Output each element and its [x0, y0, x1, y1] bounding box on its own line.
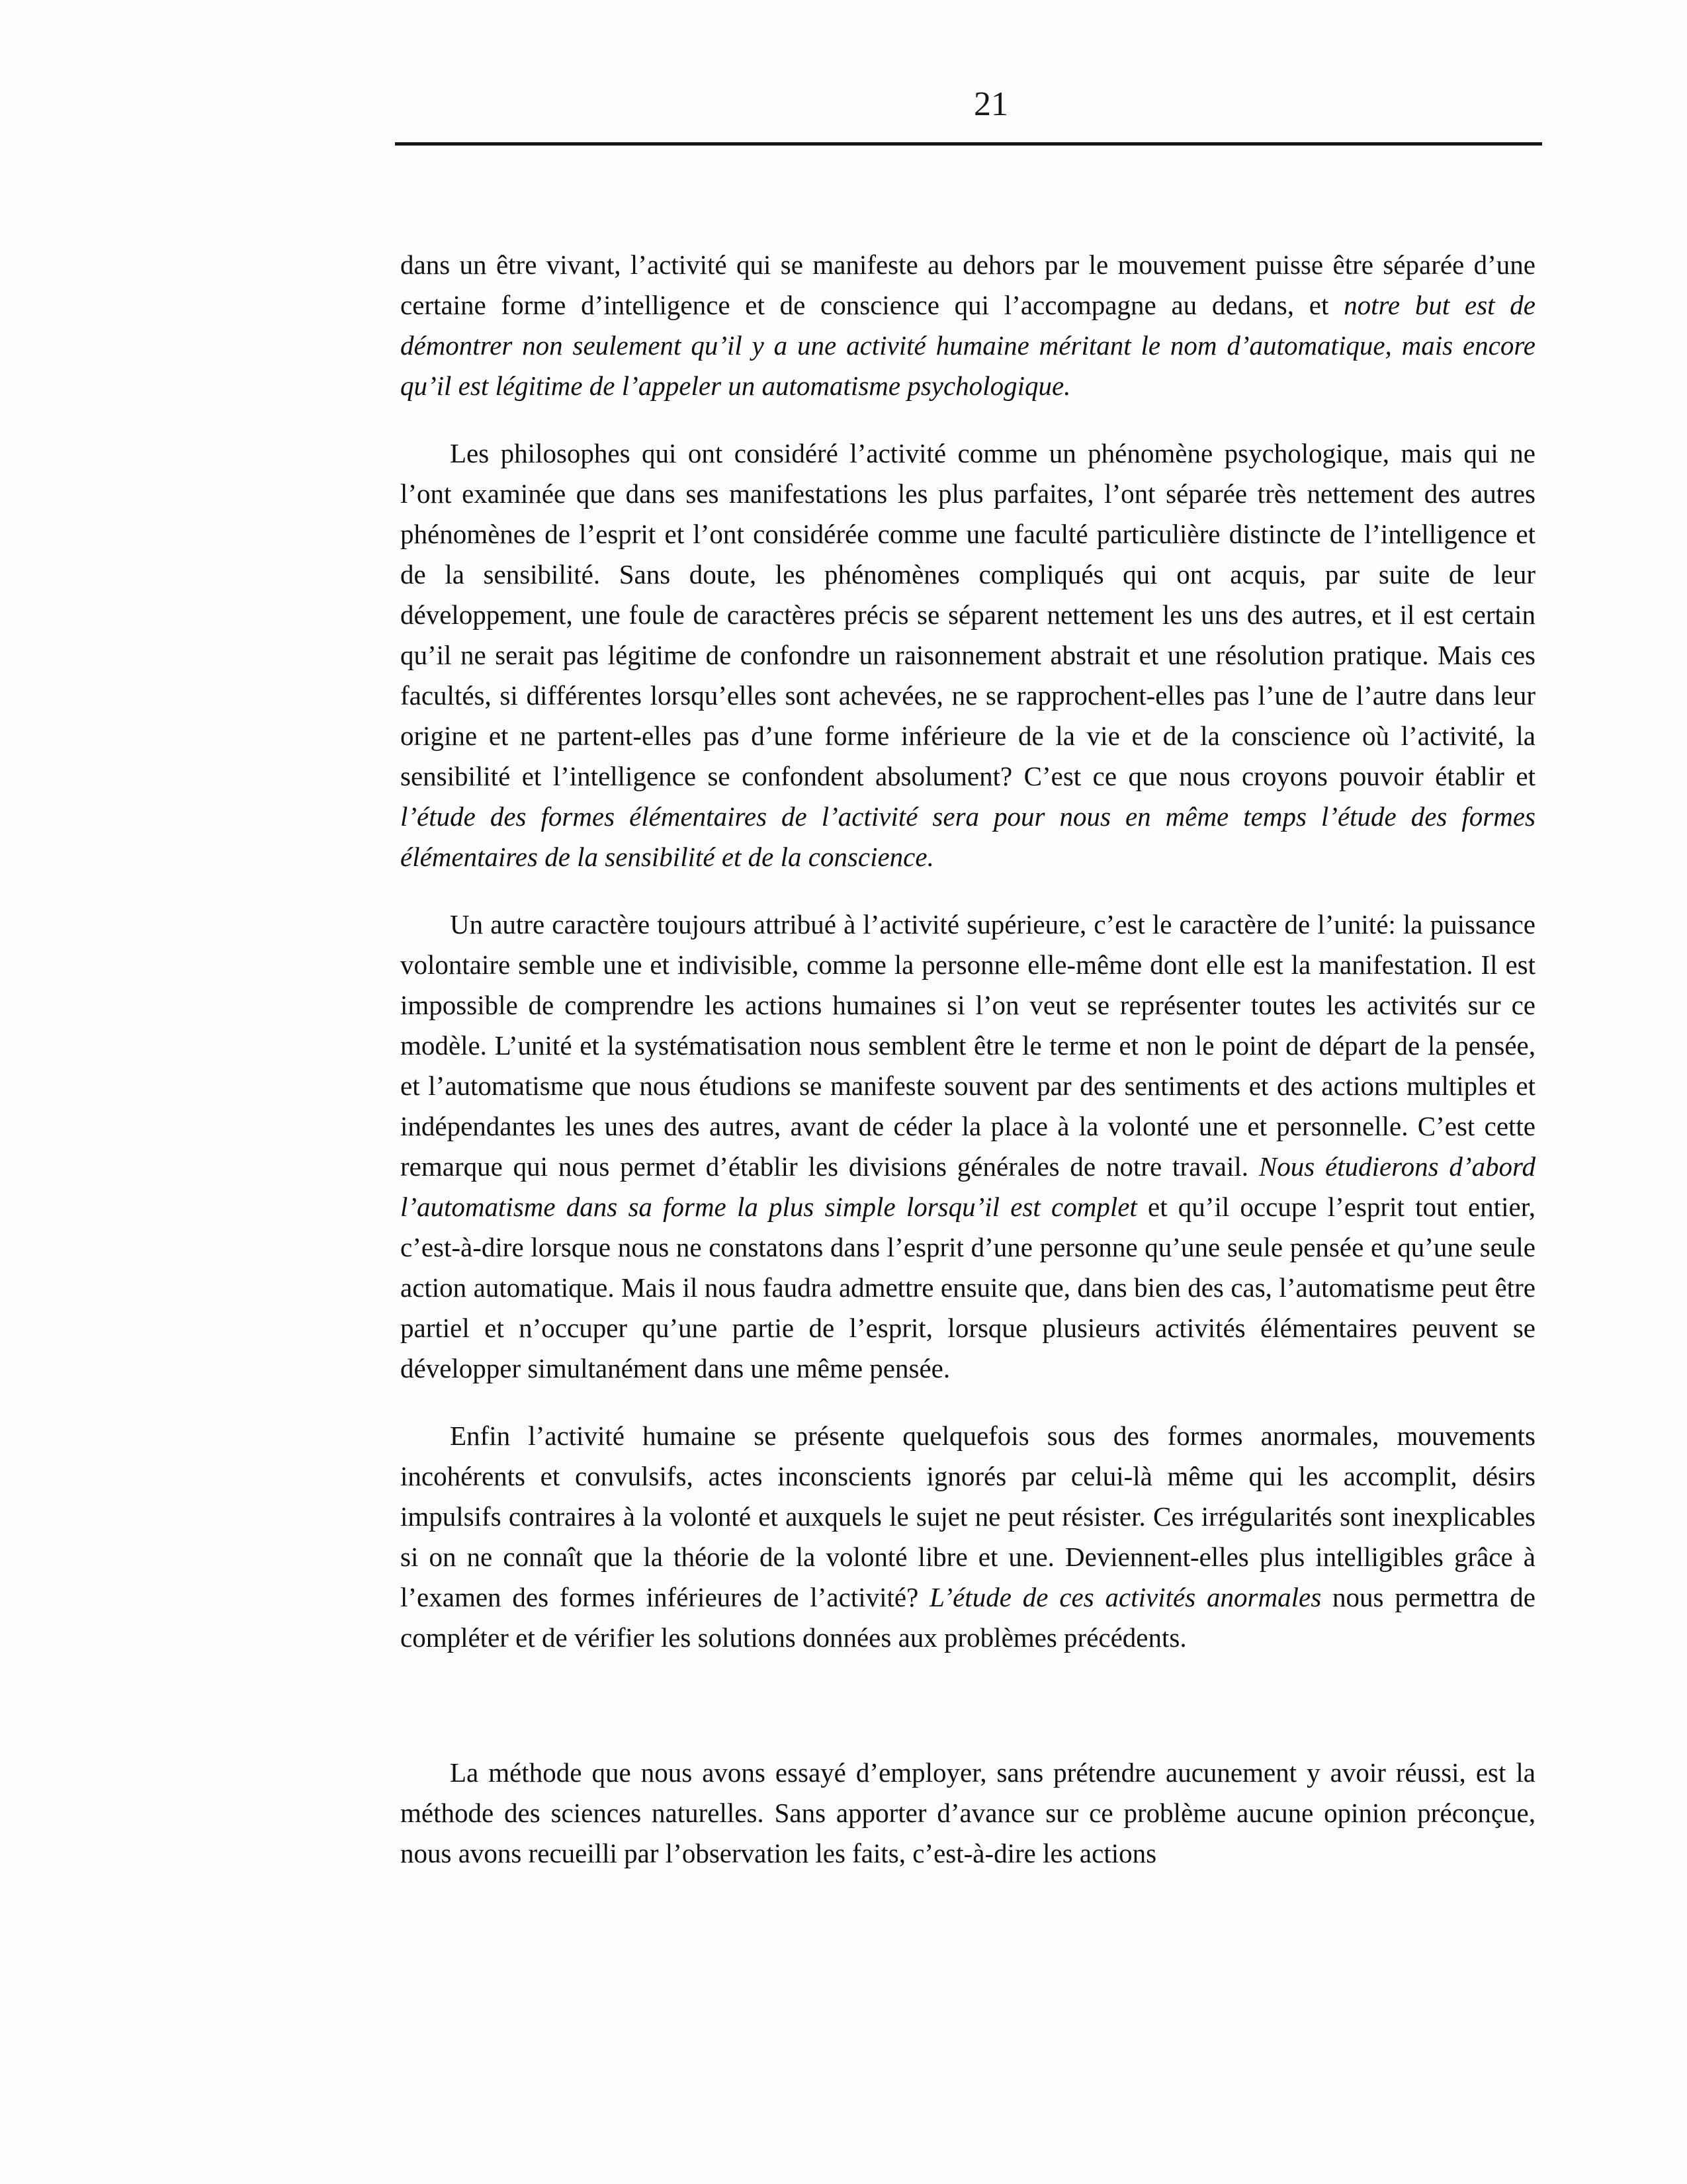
page-number: 21: [974, 85, 1008, 123]
paragraph: [400, 904, 1536, 1389]
text-segment: La méthode que nous avons essayé d’employer, sans prétendre aucunement y avoir réussi, est la méthode des sciences naturelles. Sans apporter d’avance sur ce problème aucune opinion préconçue, nous avons recueilli par l’observation les faits, c’est-à-dire les actions: [400, 1757, 1536, 1868]
text-segment: Les philosophes qui ont considéré l’activité comme un phénomène psychologique, mais qui ne l’ont examinée que dans ses manifestations les plus parfaites, l’ont séparée très nettement des autres phénomènes de l’esprit et l’ont considérée comme une faculté particulière distincte de l’intelligence et de la sensibilité. Sans doute, les phénomènes compliqués qui ont acquis, par suite de leur développement, une foule de caractères précis se séparent nettement les uns des autres, et il est certain qu’il ne serait pas légitime de confondre un raisonnement abstrait et une résolution pratique. Mais ces facultés, si différentes lorsqu’elles sont achevées, ne se rapprochent-elles pas l’une de l’autre dans leur origine et ne partent-elles pas d’une forme inférieure de la vie et de la conscience où l’activité, la sensibilité et l’intelligence se confondent absolument? C’est ce que nous croyons pouvoir établir et: [400, 438, 1536, 791]
paragraph: [400, 1416, 1536, 1658]
paragraph: [400, 1753, 1536, 1874]
italic-text-segment: l’étude des formes élémentaires de l’activité sera pour nous en même temps l’étude des formes élémentaires de la sensibilité et de la conscience.: [400, 801, 1536, 872]
italic-text-segment: notre but est de démontrer non seulement qu’il y a une activité humaine méritant le nom d’automatique, mais encore qu’il est légitime de l’appeler un automatisme psychologique.: [400, 290, 1536, 401]
paragraph: [400, 433, 1536, 877]
text-segment: nous permettra de compléter et de vérifier les solutions données aux problèmes précédents.: [400, 1582, 1536, 1653]
italic-text-segment: L’étude de ces activités anormales: [930, 1582, 1322, 1612]
text-segment: Enfin l’activité humaine se présente quelquefois sous des formes anormales, mouvements incohérents et convulsifs, actes inconscients ignorés par celui-là même qui les accomplit, désirs impulsifs contraires à la volonté et auxquels le sujet ne peut résister. Ces irrégularités sont inexplicables si on ne connaît que la théorie de la volonté libre et une. Deviennent-elles plus intelligibles grâce à l’examen des formes inférieures de l’activité?: [400, 1420, 1536, 1612]
text-segment: dans un être vivant, l’activité qui se manifeste au dehors par le mouvement puisse être séparée d’une certaine forme d’intelligence et de conscience qui l’accompagne au dedans, et: [400, 249, 1536, 320]
text-segment: et qu’il occupe l’esprit tout entier, c’est-à-dire lorsque nous ne constatons dans l’esprit d’une personne qu’une seule pensée et qu’une seule action automatique. Mais il nous faudra admettre ensuite que, dans bien des cas, l’automatisme peut être partiel et n’occuper qu’une partie de l’esprit, lorsque plusieurs activités élémentaires peuvent se développer simultanément dans une même pensée.: [400, 1192, 1536, 1383]
paragraph: [400, 245, 1536, 406]
text-segment: Un autre caractère toujours attribué à l’activité supérieure, c’est le caractère de l’unité: la puissance volontaire semble une et indivisible, comme la personne elle-même dont elle est la manifestation. Il est impossible de comprendre les actions humaines si l’on veut se représenter toutes les activités sur ce modèle. L’unité et la systématisation nous semblent être le terme et non le point de départ de la pensée, et l’automatisme que nous étudions se manifeste souvent par des sentiments et des actions multiples et indépendantes les unes des autres, avant de céder la place à la volonté une et personnelle. C’est cette remarque qui nous permet d’établir les divisions générales de notre travail.: [400, 909, 1536, 1182]
italic-text-segment: Nous étudierons d’abord l’automatisme dans sa forme la plus simple lorsqu’il est complet: [400, 1151, 1536, 1222]
page-text: [400, 245, 1536, 1874]
header-rule: [395, 142, 1542, 146]
